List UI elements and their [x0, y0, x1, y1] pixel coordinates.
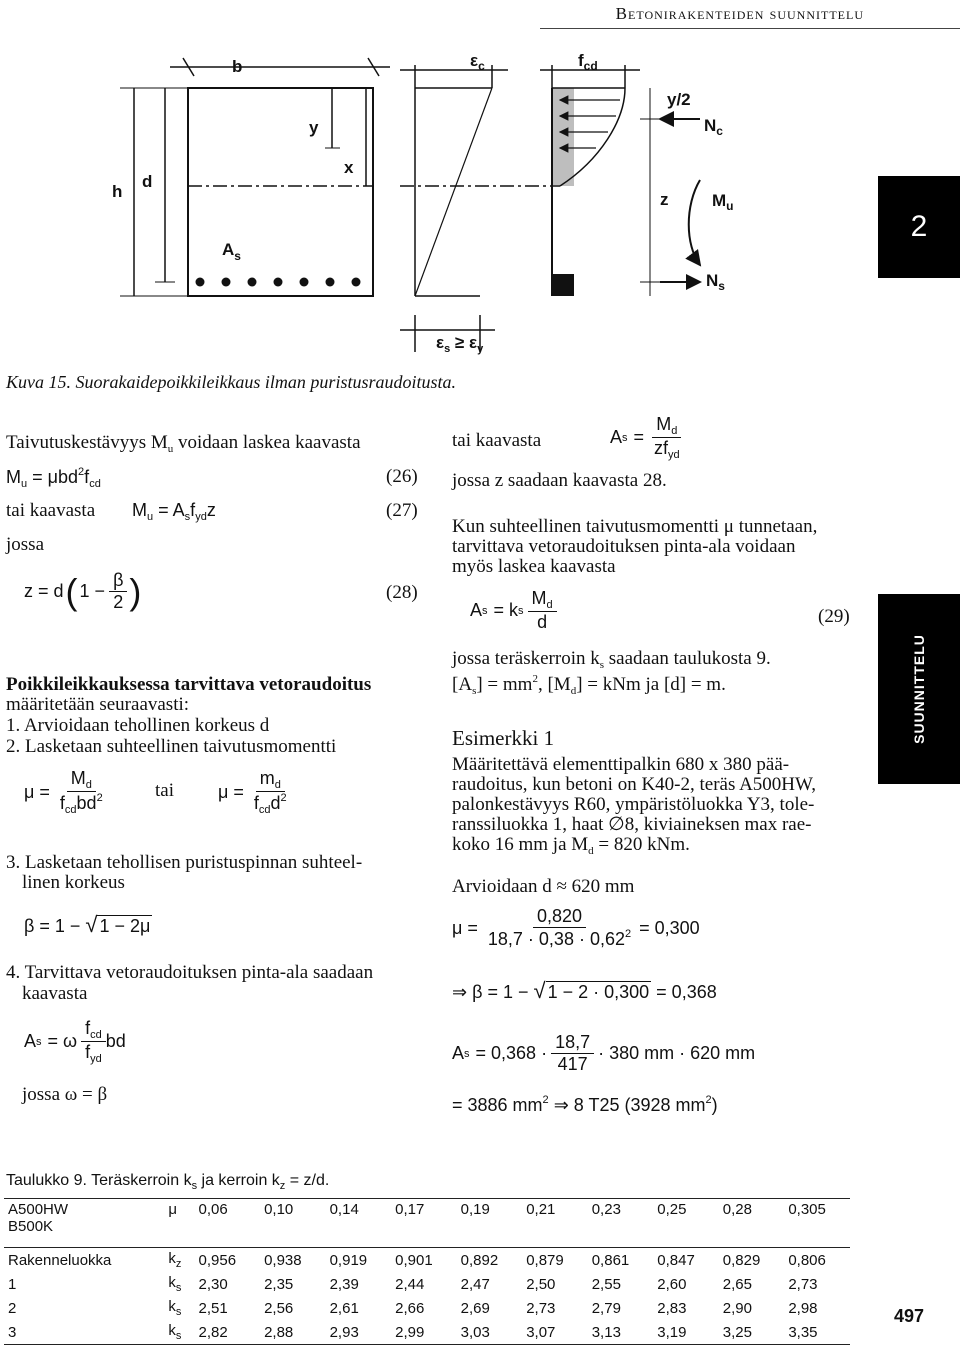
ks-note: jossa teräskerroin $k_s$ saadaan taulukosta 9. — [452, 648, 771, 671]
example-line-2: raudoitus, kun betoni on K40-2, teräs A500HW, — [452, 774, 816, 795]
example-line-5: koko 16 mm ja $M_d = 820$ kNm. — [452, 834, 690, 857]
table-cell: 0,17 — [391, 1199, 457, 1238]
table-cell-symbol: $k_s$ — [164, 1320, 194, 1345]
eq28: z = d ( 1 − $\frac{\beta}{2}$ ) — [24, 570, 142, 612]
table-cell: 0,10 — [260, 1199, 326, 1238]
para-line-1: Kun suhteellinen taivutusmomentti μ tunnetaan, — [452, 516, 818, 537]
para-line-2: tarvittava vetoraudoituksen pinta-ala voidaan — [452, 536, 796, 557]
intro-text: Taivutuskestävyys $M_u$ voidaan laskea kaavasta — [6, 432, 361, 455]
jossa-z: jossa z saadaan kaavasta 28. — [452, 470, 667, 491]
table-cell: 0,14 — [326, 1199, 392, 1238]
table-cell: 2,60 — [657, 1275, 687, 1293]
eq27-intro: tai kaavasta — [6, 500, 96, 521]
table-cell: 2,66 — [395, 1299, 425, 1317]
mu-formula-1: μ = $\frac{M_d}{f_{cd}bd^2}$ — [24, 768, 103, 816]
table-cell: 0,305 — [784, 1199, 850, 1238]
table-cell: 2,83 — [657, 1299, 687, 1317]
label-x: x — [344, 158, 354, 177]
as-example: A s = 0,368 · $\frac{18,7}{417}$ · 380 mm · 620 mm — [452, 1032, 756, 1074]
label-Ns: $N_s$ — [706, 271, 725, 293]
example-line-4: ranssiluokka 1, haat ∅8, kiviaineksen max rae- — [452, 814, 812, 835]
table-cell: 2,35 — [264, 1275, 294, 1293]
table-cell: 3,19 — [653, 1320, 719, 1345]
table-cell: 3,03 — [457, 1320, 523, 1345]
table-cell: 2,82 — [195, 1320, 261, 1345]
label-z: z — [660, 190, 669, 209]
table-cell: 0,901 — [391, 1248, 457, 1273]
cross-section-diagram — [0, 30, 800, 360]
section-heading-2: määritetään seuraavasti: — [6, 694, 190, 715]
eq26: $M_u = \mu bd^2f_{cd}$ — [6, 466, 101, 490]
step-3b: linen korkeus — [22, 872, 125, 893]
label-y2: y/2 — [667, 90, 691, 109]
table-cell: 2,88 — [260, 1320, 326, 1345]
side-tab-label: SUUNNITTELU — [911, 634, 927, 744]
label-Mu: $M_u$ — [712, 191, 734, 213]
running-header: Betonirakenteiden suunnittelu — [615, 4, 864, 23]
table-cell: 2,93 — [326, 1320, 392, 1345]
table-cell: 2,73 — [526, 1299, 556, 1317]
label-es-ey: $\varepsilon_s \ge \varepsilon_y$ — [436, 333, 484, 355]
table-cell: 2,30 — [198, 1275, 228, 1293]
label-d: d — [142, 172, 153, 191]
rebar-dots — [196, 278, 361, 287]
table-cell-symbol: $k_z$ — [164, 1248, 194, 1273]
table-cell: 2,99 — [391, 1320, 457, 1345]
table-cell: 2,73 — [788, 1275, 818, 1293]
table-cell: 2,44 — [395, 1275, 425, 1293]
table-cell: 2,61 — [329, 1299, 359, 1317]
chapter-number-tab: 2 — [878, 176, 960, 278]
table-cell: 0,06 — [195, 1199, 261, 1238]
table-cell: 2,47 — [460, 1275, 490, 1293]
table-cell: 2,39 — [329, 1275, 359, 1293]
jossa-1: jossa — [6, 534, 44, 555]
table-cell: 2,90 — [722, 1299, 752, 1317]
table-cell: 0,919 — [326, 1248, 392, 1273]
table-cell: 0,21 — [522, 1199, 588, 1238]
tai-label: tai — [155, 780, 174, 801]
table-cell-symbol: $k_s$ — [168, 1298, 182, 1318]
as-result: = 3886 $mm^2$ ⇒ 8 T25 (3928 $mm^2$) — [452, 1094, 718, 1115]
side-tab — [878, 594, 960, 784]
omega-line: jossa ω = β — [22, 1084, 108, 1105]
table-row — [4, 1248, 850, 1273]
table-cell: 0,847 — [653, 1248, 719, 1273]
table-cell: 2,79 — [591, 1299, 621, 1317]
figure-caption: Kuva 15. Suorakaidepoikkileikkaus ilman puristusraudoitusta. — [6, 372, 456, 392]
label-y: y — [309, 118, 319, 137]
label-Nc: $N_c$ — [704, 116, 723, 138]
eq26-number: (26) — [386, 466, 418, 487]
step-1: 1. Arvioidaan tehollinen korkeus d — [6, 715, 270, 736]
table-row — [4, 1320, 850, 1345]
beta-example: ⇒ β = 1 − √ 1 − 2 · 0,300 = 0,368 — [452, 978, 717, 1003]
table-cell: 2,51 — [198, 1299, 228, 1317]
table-cell: 0,861 — [588, 1248, 654, 1273]
table-cell: 2,65 — [722, 1275, 752, 1293]
table-cell: 0,28 — [719, 1199, 785, 1238]
table-cell-label: Rakenneluokka — [4, 1248, 164, 1273]
label-ec: $\varepsilon_c$ — [470, 51, 485, 73]
table-cell: 2,56 — [264, 1299, 294, 1317]
eq27-number: (27) — [386, 500, 418, 521]
example-line-3: palonkestävyys R60, ympäristöluokka Y3, tole- — [452, 794, 815, 815]
estimate-d: Arvioidaan d ≈ 620 mm — [452, 876, 635, 897]
tai-kaavasta: tai kaavasta — [452, 430, 542, 451]
table-cell: 2,98 — [788, 1299, 818, 1317]
table-cell: 3,07 — [522, 1320, 588, 1345]
table-cell-label: A500HW B500K — [4, 1199, 164, 1238]
beta-formula: β = 1 − √ 1 − 2μ — [24, 912, 151, 937]
table-row — [4, 1296, 850, 1320]
table-cell-symbol: $k_s$ — [168, 1274, 182, 1294]
table-cell: 0,879 — [522, 1248, 588, 1273]
table-cell: 0,938 — [260, 1248, 326, 1273]
table-row — [4, 1272, 850, 1296]
table-cell: 0,892 — [457, 1248, 523, 1273]
section-heading: Poikkileikkauksessa tarvittava vetoraudoitus — [6, 674, 372, 695]
page-number: 497 — [893, 1306, 924, 1326]
mu-example: μ = $\frac{0,820}{18,7 \cdot 0,38 \cdot 0,62^2}$ = 0,300 — [452, 906, 700, 949]
eq28-number: (28) — [386, 582, 418, 603]
table-cell: 0,25 — [653, 1199, 719, 1238]
table-cell: 3,25 — [719, 1320, 785, 1345]
table-row — [4, 1199, 850, 1238]
label-h: h — [112, 182, 123, 201]
eq27: $M_u = A_sf_{yd}z$ — [132, 500, 216, 523]
label-b: b — [232, 57, 243, 76]
table-cell: 3,35 — [784, 1320, 850, 1345]
table-cell: 2,69 — [460, 1299, 490, 1317]
ks-kz-table — [4, 1198, 850, 1345]
as-formula-2: A s = $\frac{M_d}{zf_{yd}}$ — [610, 414, 680, 461]
header-rule — [540, 28, 960, 29]
label-fcd: $f_{cd}$ — [578, 51, 598, 73]
step-2: 2. Lasketaan suhteellinen taivutusmomentti — [6, 736, 337, 757]
example-line-1: Määritettävä elementtipalkin 680 x 380 pää- — [452, 754, 790, 775]
table-cell: 0,19 — [457, 1199, 523, 1238]
example-title: Esimerkki 1 — [452, 726, 555, 750]
units-note: $[A_s] = mm^2$, $[M_d]$ = kNm ja [d] = m. — [452, 673, 726, 697]
table-cell: 2,55 — [591, 1275, 621, 1293]
table-caption: Taulukko 9. Teräskerroin $k_s$ ja kerroin $k_z = z/d$. — [6, 1172, 330, 1192]
table-cell: 0,23 — [588, 1199, 654, 1238]
table-cell-label: 2 — [8, 1299, 17, 1317]
label-As: $A_s$ — [222, 240, 241, 263]
step-4b: kaavasta — [22, 983, 88, 1004]
table-cell: 0,956 — [195, 1248, 261, 1273]
as-formula: A s = ω $\frac{f_{cd}}{f_{yd}}$ bd — [24, 1018, 126, 1065]
mu-formula-2: μ = $\frac{m_d}{f_{cd}d^2}$ — [218, 768, 287, 816]
table-cell: 0,806 — [784, 1248, 850, 1273]
table-cell: 0,829 — [719, 1248, 785, 1273]
step-4a: 4. Tarvittava vetoraudoituksen pinta-ala saadaan — [6, 962, 374, 983]
table-cell: 2,50 — [526, 1275, 556, 1293]
table-cell-label: 3 — [4, 1320, 164, 1345]
eq29-number: (29) — [818, 606, 850, 627]
step-3a: 3. Lasketaan tehollisen puristuspinnan suhteel- — [6, 852, 363, 873]
table-cell: 3,13 — [588, 1320, 654, 1345]
table-cell-label: 1 — [8, 1275, 17, 1293]
eq29: A s = k s $\frac{M_d}{d}$ — [470, 588, 557, 633]
table-cell-symbol: μ — [164, 1199, 194, 1238]
para-line-3: myös laskea kaavasta — [452, 556, 616, 577]
